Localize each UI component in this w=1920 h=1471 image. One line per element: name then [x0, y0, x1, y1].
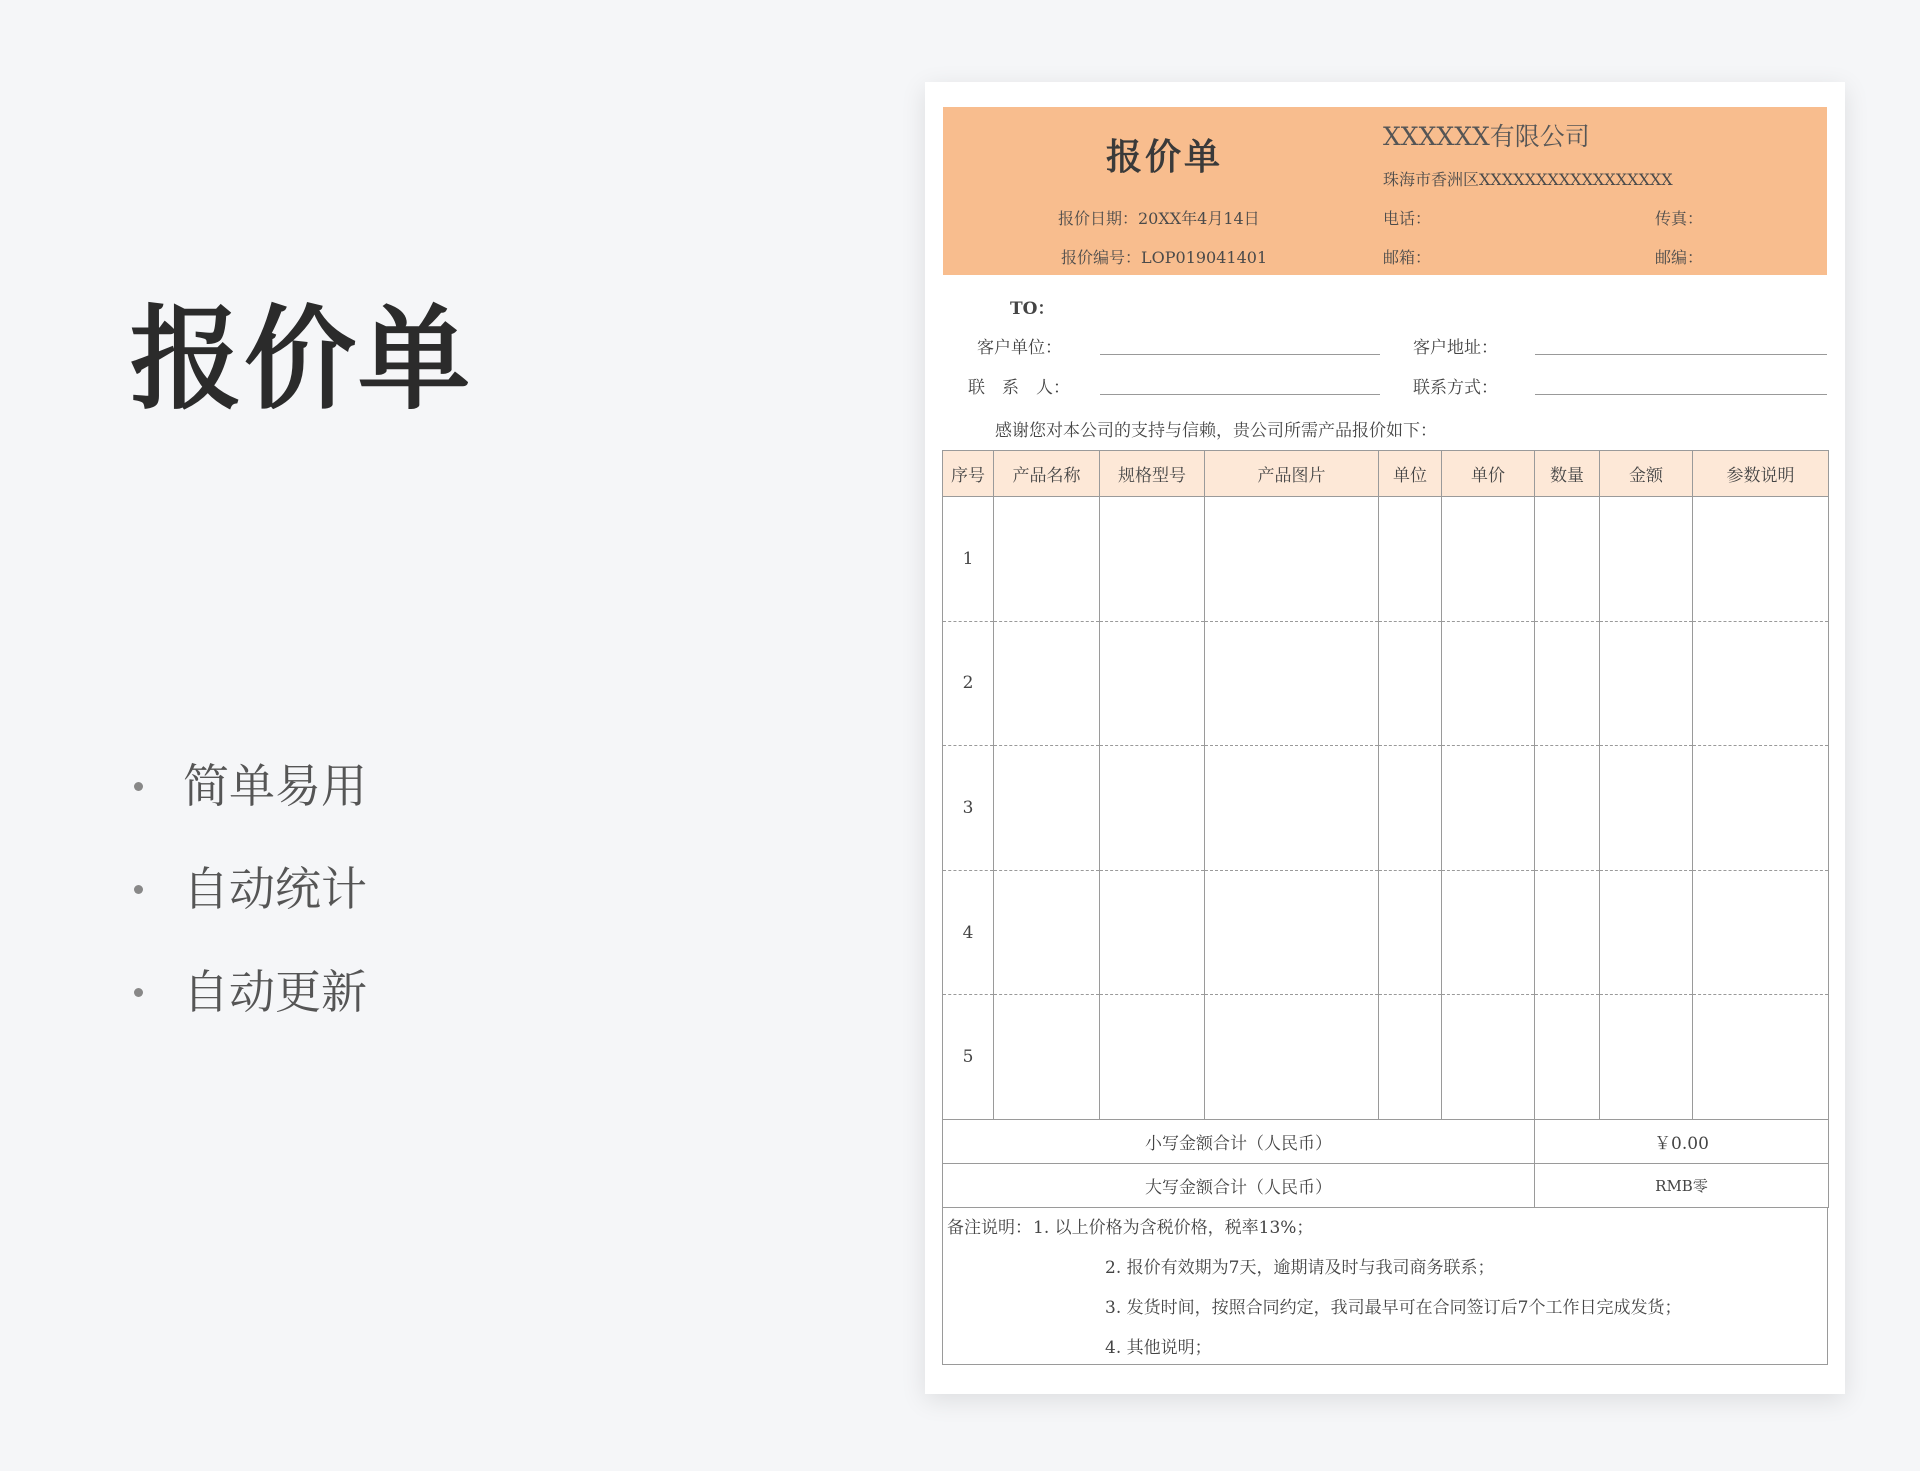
- subtotal-value: ￥0.00: [1535, 1119, 1829, 1163]
- customer-unit-field: [1100, 354, 1380, 355]
- zip-label: 邮编：: [1655, 248, 1704, 267]
- total-upper-row: [943, 1163, 1829, 1207]
- contact-method-field: [1535, 394, 1827, 395]
- note-item: 1. 以上价格为含税价格，税率13%；: [1033, 1218, 1314, 1238]
- document-header: [943, 107, 1827, 275]
- row-number: 5: [943, 995, 994, 1120]
- total-upper-label: 大写金额合计（人民币）: [943, 1163, 1535, 1207]
- column-header: 参数说明: [1693, 451, 1829, 497]
- company-address: 珠海市香洲区XXXXXXXXXXXXXXXXX: [1383, 170, 1673, 189]
- customer-unit-label: 客户单位：: [977, 338, 1062, 358]
- column-header: 数量: [1535, 451, 1600, 497]
- note-item: 4. 其他说明；: [1105, 1338, 1212, 1358]
- email-label: 邮箱：: [1383, 248, 1432, 267]
- feature-item: 简单易用: [130, 735, 367, 838]
- quote-table: [942, 450, 1829, 1208]
- customer-address-label: 客户地址：: [1413, 338, 1498, 358]
- quote-number: 报价编号：LOP019041401: [1061, 248, 1268, 267]
- quotation-document: [925, 82, 1845, 1394]
- table-row: [943, 746, 1829, 871]
- phone-label: 电话：: [1383, 209, 1432, 228]
- column-header: 产品图片: [1205, 451, 1379, 497]
- customer-address-field: [1535, 354, 1827, 355]
- feature-item: 自动更新: [130, 941, 367, 1044]
- column-header: 产品名称: [994, 451, 1100, 497]
- table-header-row: [943, 451, 1829, 497]
- feature-item: 自动统计: [130, 838, 367, 941]
- contact-label: 联 系 人：: [968, 378, 1070, 398]
- contact-field: [1100, 394, 1380, 395]
- quote-date: 报价日期：20XX年4月14日: [1058, 209, 1260, 228]
- row-number: 4: [943, 870, 994, 995]
- contact-method-label: 联系方式：: [1413, 378, 1498, 398]
- subtotal-row: [943, 1119, 1829, 1163]
- notes-label: 备注说明：: [947, 1218, 1032, 1238]
- bullet-icon: [134, 885, 143, 894]
- to-label: TO：: [1010, 299, 1055, 319]
- note-item: 2. 报价有效期为7天，逾期请及时与我司商务联系；: [1105, 1258, 1495, 1278]
- column-header: 单位: [1379, 451, 1442, 497]
- document-title: 报价单: [1106, 136, 1224, 178]
- page-title: 报价单: [130, 295, 472, 425]
- column-header: 金额: [1600, 451, 1693, 497]
- table-row: [943, 497, 1829, 622]
- column-header: 规格型号: [1100, 451, 1205, 497]
- table-row: [943, 995, 1829, 1120]
- row-number: 3: [943, 746, 994, 871]
- row-number: 2: [943, 621, 994, 746]
- table-row: [943, 621, 1829, 746]
- column-header: 单价: [1442, 451, 1535, 497]
- fax-label: 传真：: [1655, 209, 1704, 228]
- bullet-icon: [134, 782, 143, 791]
- intro-text: 感谢您对本公司的支持与信赖，贵公司所需产品报价如下：: [995, 421, 1437, 441]
- note-item: 3. 发货时间，按照合同约定，我司最早可在合同签订后7个工作日完成发货；: [1105, 1298, 1682, 1318]
- table-row: [943, 870, 1829, 995]
- total-upper-value: RMB零: [1535, 1163, 1829, 1207]
- subtotal-label: 小写金额合计（人民币）: [943, 1119, 1535, 1163]
- bullet-icon: [134, 988, 143, 997]
- feature-list: [130, 735, 367, 1044]
- company-name: XXXXXX有限公司: [1383, 122, 1590, 151]
- notes-section: [942, 1207, 1828, 1365]
- column-header: 序号: [943, 451, 994, 497]
- row-number: 1: [943, 497, 994, 622]
